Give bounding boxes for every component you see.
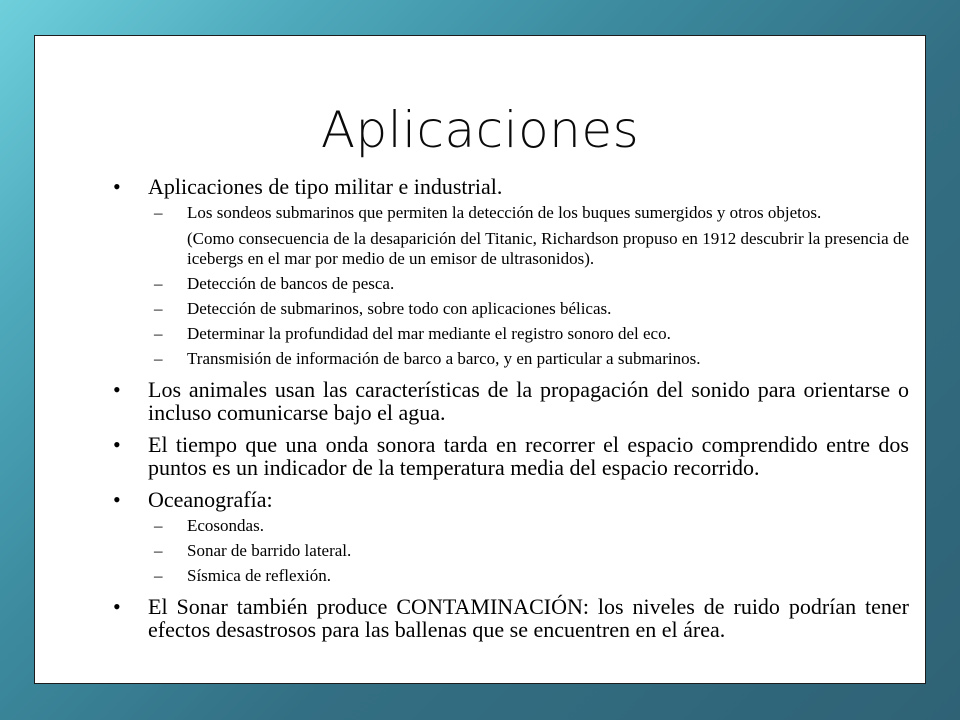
sub-bullet-text: Ecosondas. <box>187 516 264 535</box>
bullet-text: El Sonar también produce CONTAMINACIÓN: los niveles de ruido podrían tener efectos desastrosos para las ballenas que se encuentren en el área. <box>148 594 909 642</box>
bullet-marker: • <box>113 377 121 402</box>
bullet-text: El tiempo que una onda sonora tarda en recorrer el espacio comprendido entre dos puntos es un indicador de la temperatura media del espacio recorrido. <box>148 432 909 480</box>
dash-marker: – <box>154 299 163 318</box>
sub-bullet-item <box>113 299 909 319</box>
sub-bullet-text: Detección de submarinos, sobre todo con aplicaciones bélicas. <box>187 299 612 318</box>
bullet-marker: • <box>113 432 121 457</box>
bullet-marker: • <box>113 594 121 619</box>
dash-marker: – <box>154 324 163 343</box>
bullet-item <box>113 433 909 479</box>
sub-bullet-item <box>113 274 909 294</box>
sub-bullet-text: Sísmica de reflexión. <box>187 566 331 585</box>
bullet-text: Los animales usan las características de la propagación del sonido para orientarse o incluso comunicarse bajo el agua. <box>148 377 909 425</box>
sub-bullet-item <box>113 541 909 561</box>
dash-marker: – <box>154 274 163 293</box>
sub-bullet-text: Sonar de barrido lateral. <box>187 541 352 560</box>
bullet-item <box>113 175 909 198</box>
slide-body <box>113 175 909 641</box>
dash-marker: – <box>154 203 163 222</box>
sub-bullet-continuation <box>113 229 909 269</box>
slide <box>34 35 926 684</box>
dash-marker: – <box>154 566 163 585</box>
bullet-text: Oceanografía: <box>148 487 273 512</box>
sub-bullet-text: (Como consecuencia de la desaparición del Titanic, Richardson propuso en 1912 descubrir la presencia de icebergs en el mar por medio de un emisor de ultrasonidos). <box>187 229 909 268</box>
sub-bullet-item <box>113 566 909 586</box>
slide-title: Aplicaciones <box>320 101 640 159</box>
sub-bullet-text: Detección de bancos de pesca. <box>187 274 395 293</box>
sub-bullet-text: Los sondeos submarinos que permiten la detección de los buques sumergidos y otros objetos. <box>187 203 822 222</box>
dash-marker: – <box>154 541 163 560</box>
sub-bullet-text: Transmisión de información de barco a barco, y en particular a submarinos. <box>187 349 701 368</box>
sub-bullet-text: Determinar la profundidad del mar mediante el registro sonoro del eco. <box>187 324 671 343</box>
bullet-marker: • <box>113 487 121 512</box>
bullet-text: Aplicaciones de tipo militar e industrial. <box>148 174 503 199</box>
bullet-item <box>113 378 909 424</box>
sub-bullet-item <box>113 349 909 369</box>
sub-bullet-item <box>113 516 909 536</box>
bullet-item <box>113 488 909 511</box>
dash-marker: – <box>154 516 163 535</box>
dash-marker: – <box>154 349 163 368</box>
sub-bullet-item <box>113 324 909 344</box>
bullet-marker: • <box>113 174 121 199</box>
bullet-item <box>113 595 909 641</box>
sub-bullet-item <box>113 203 909 223</box>
